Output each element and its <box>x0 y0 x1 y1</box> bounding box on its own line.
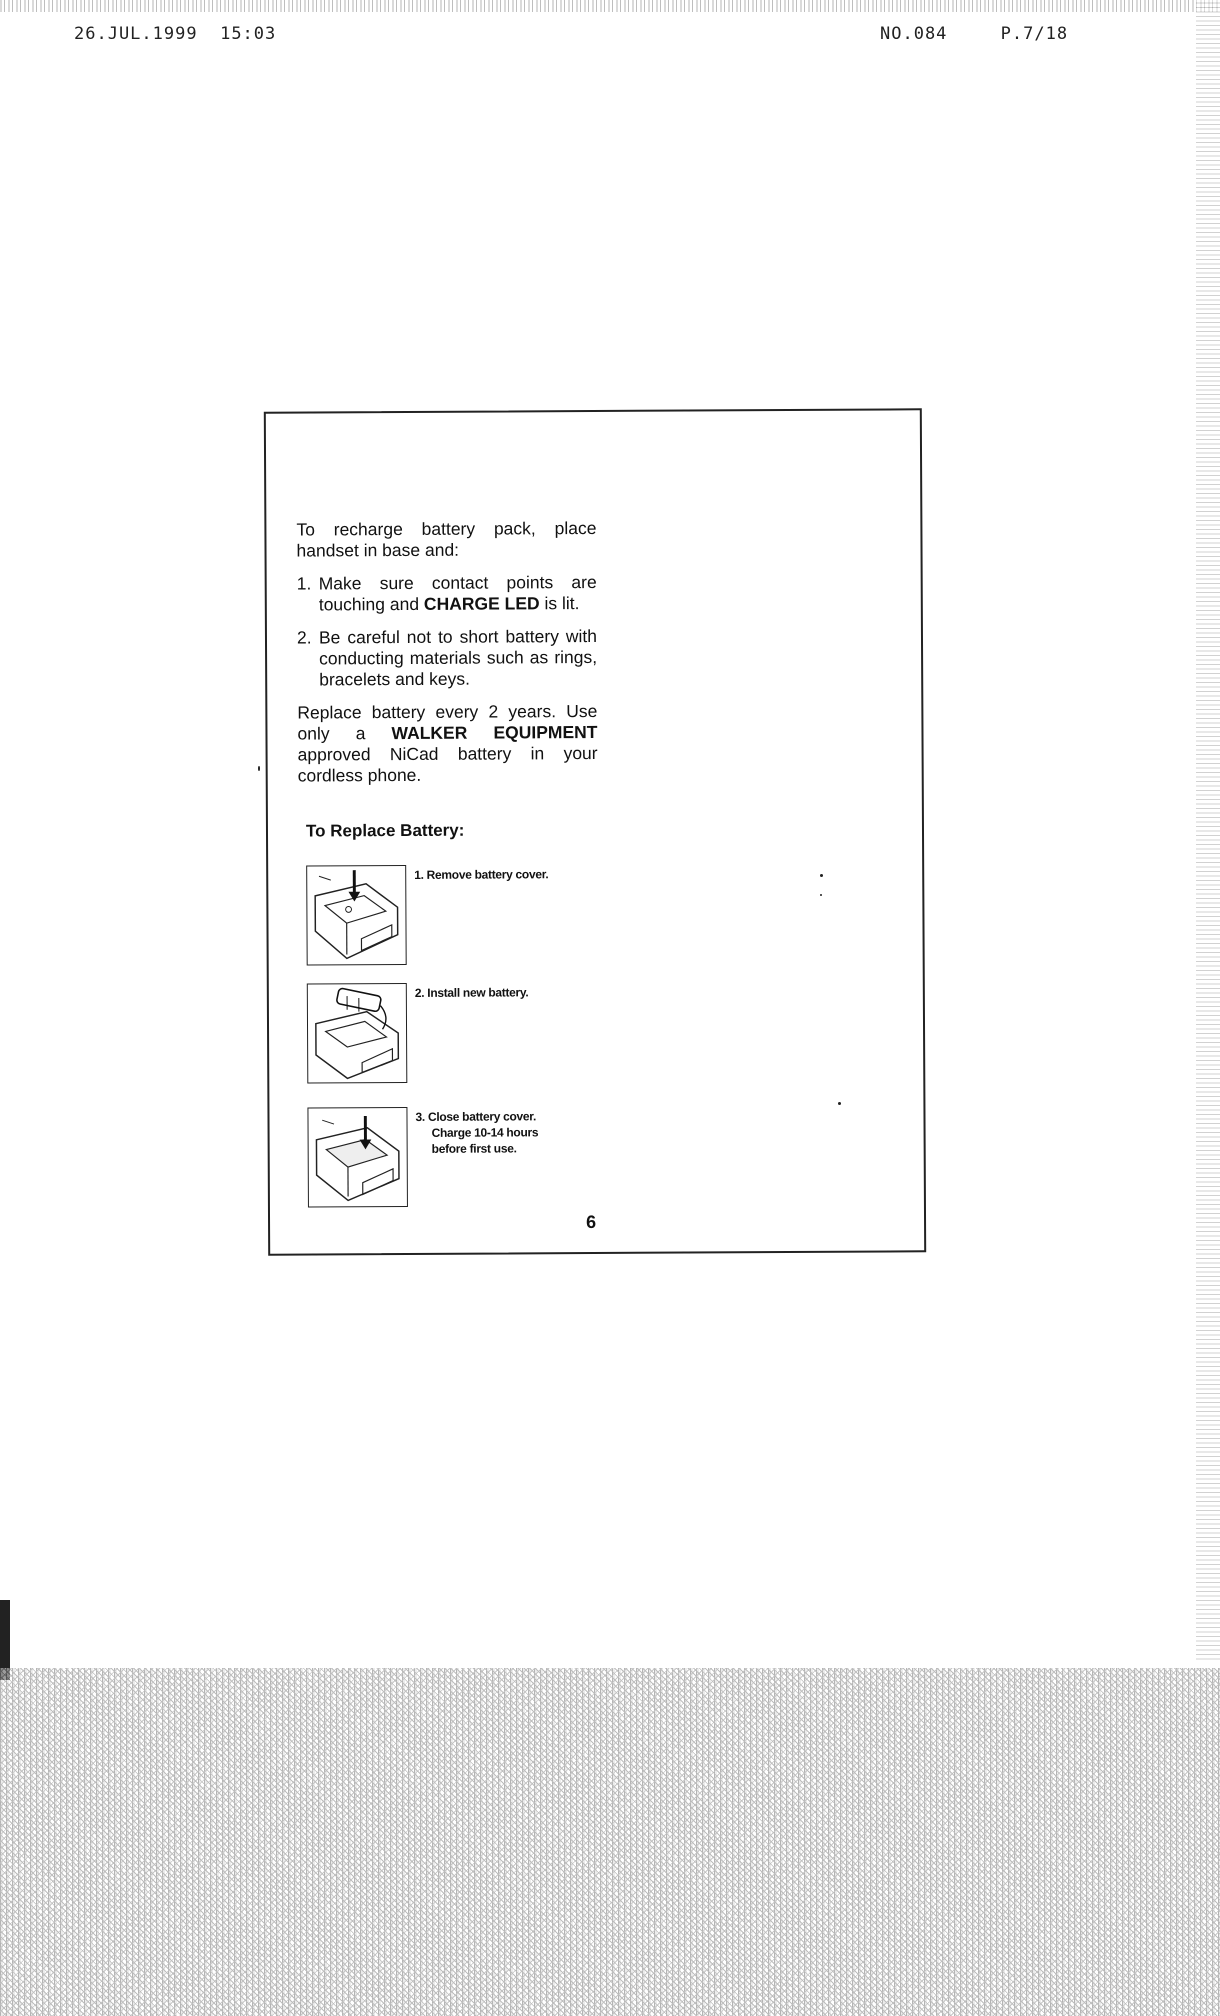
scan-speck <box>258 766 260 771</box>
scan-speck <box>820 874 823 877</box>
scan-noise-right <box>1196 0 1220 1660</box>
step-number: 2. <box>296 627 312 648</box>
fax-page-info <box>880 24 1110 44</box>
scan-noise-top <box>0 0 1220 12</box>
fax-number: NO.084 <box>880 24 948 44</box>
charge-led-label: CHARGE LED <box>423 593 540 614</box>
recharge-step <box>297 572 597 616</box>
note-part: Replace battery every 2 years. Use only a <box>297 700 598 744</box>
scan-noise-bottom <box>0 1668 1220 2016</box>
caption-line: Charge 10-14 hours <box>431 1125 539 1140</box>
intro-paragraph: To recharge battery pack, place handset in base and: <box>296 517 597 561</box>
step-caption <box>415 1108 575 1157</box>
page-number: 6 <box>585 1212 597 1233</box>
caption-line: before first use. <box>431 1141 517 1156</box>
scan-speck <box>820 894 822 896</box>
step-caption: 2. Install new battery. <box>414 985 529 1000</box>
note-part: approved NiCad battery in your cordless phone. <box>297 742 598 786</box>
step-text-part: is lit. <box>539 593 580 614</box>
replace-battery-heading: To Replace Battery: <box>305 820 465 841</box>
close-battery-cover-illustration <box>307 1107 408 1208</box>
instructions-text <box>296 518 597 799</box>
step-text: Be careful not to short battery with conducting materials such as rings, bracelets and keys. <box>318 625 598 690</box>
step-number: 1. <box>296 573 312 594</box>
fax-page: P.7/18 <box>1000 24 1069 44</box>
manual-page <box>264 408 926 1255</box>
caption-line: 3. Close battery cover. <box>415 1109 537 1124</box>
step-caption: 1. Remove battery cover. <box>414 867 549 882</box>
recharge-steps <box>297 572 598 691</box>
scan-speck <box>838 1102 841 1105</box>
install-battery-illustration <box>307 983 408 1084</box>
fax-date: 26.JUL.1999 <box>74 24 198 44</box>
replace-note <box>297 701 597 787</box>
remove-battery-cover-illustration <box>306 865 407 966</box>
fax-time: 15:03 <box>220 24 277 44</box>
fax-datetime <box>74 24 276 44</box>
step-text-part: Make sure contact points are touching and <box>318 571 597 615</box>
step-text <box>319 572 597 615</box>
recharge-step <box>297 626 597 691</box>
brand-name: WALKER EQUIPMENT <box>391 721 598 744</box>
